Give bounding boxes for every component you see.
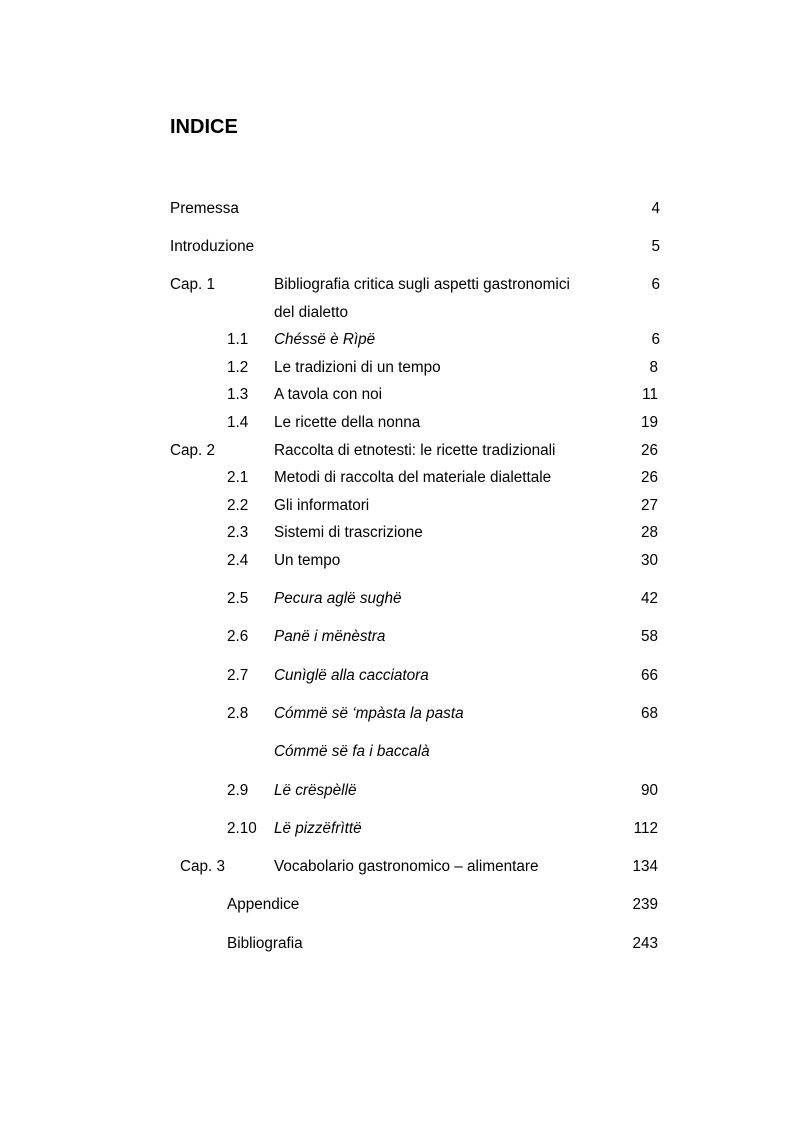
entry-label: Appendice <box>227 896 300 913</box>
entry-title: Vocabolario gastronomico – alimentare <box>274 858 539 875</box>
entry-title: Un tempo <box>274 552 341 569</box>
entry-page: 42 <box>640 590 658 607</box>
entry-page: 27 <box>640 497 658 514</box>
entry-label: Cap. 1 <box>170 276 216 293</box>
toc-entry-cap3 <box>0 855 794 879</box>
entry-label: Cap. 2 <box>170 442 216 459</box>
toc-entry-introduzione <box>0 235 794 259</box>
toc-entry-2-7 <box>0 664 794 688</box>
entry-page: 4 <box>651 200 660 217</box>
entry-label: Cap. 3 <box>180 858 226 875</box>
toc-entry-cap1-continued <box>0 301 794 325</box>
entry-title: Cómmë së ‘mpàsta la pasta <box>274 705 464 722</box>
toc-entry-2-5 <box>0 587 794 611</box>
entry-number: 2.4 <box>227 552 249 569</box>
entry-page: 239 <box>632 896 658 913</box>
entry-title: Bibliografia critica sugli aspetti gastronomici <box>274 276 570 293</box>
entry-page: 58 <box>640 628 658 645</box>
entry-page: 90 <box>640 782 658 799</box>
toc-entry-cap2 <box>0 439 794 463</box>
entry-page: 30 <box>640 552 658 569</box>
toc-entry-2-9 <box>0 779 794 803</box>
toc-entry-2-8-sub <box>0 740 794 764</box>
toc-entry-2-2 <box>0 494 794 518</box>
entry-number: 2.1 <box>227 469 249 486</box>
entry-number: 1.4 <box>227 414 249 431</box>
entry-title: Cómmë së fa i baccalà <box>274 743 430 760</box>
entry-label: Bibliografia <box>227 935 303 952</box>
entry-title: Le tradizioni di un tempo <box>274 359 441 376</box>
entry-page: 8 <box>649 359 658 376</box>
entry-title: Cunìglë alla cacciatora <box>274 667 429 684</box>
entry-page: 11 <box>642 386 658 403</box>
entry-number: 2.5 <box>227 590 249 607</box>
entry-number: 1.3 <box>227 386 249 403</box>
entry-page: 26 <box>640 469 658 486</box>
entry-page: 6 <box>651 331 660 348</box>
toc-entry-1-3 <box>0 383 794 407</box>
toc-entry-1-4 <box>0 411 794 435</box>
entry-label: Premessa <box>170 200 239 217</box>
entry-title: Chéssë è Rìpë <box>274 331 376 348</box>
entry-title: Le ricette della nonna <box>274 414 421 431</box>
entry-page: 19 <box>640 414 658 431</box>
entry-title-continued: del dialetto <box>274 304 348 321</box>
entry-page: 26 <box>640 442 658 459</box>
entry-title: A tavola con noi <box>274 386 383 403</box>
entry-number: 2.7 <box>227 667 249 684</box>
entry-page: 112 <box>633 820 658 837</box>
page-title: INDICE <box>170 116 238 138</box>
entry-title: Raccolta di etnotesti: le ricette tradizionali <box>274 442 556 459</box>
toc-entry-2-8 <box>0 702 794 726</box>
entry-page: 5 <box>651 238 660 255</box>
entry-number: 2.2 <box>227 497 249 514</box>
entry-label: Introduzione <box>170 238 255 255</box>
toc-entry-2-6 <box>0 625 794 649</box>
entry-title: Lë crëspèllë <box>274 782 357 799</box>
entry-title: Pecura aglë sughë <box>274 590 402 607</box>
toc-entry-bibliografia <box>0 932 794 956</box>
toc-entry-2-4 <box>0 549 794 573</box>
entry-number: 2.9 <box>227 782 249 799</box>
toc-entry-appendice <box>0 893 794 917</box>
entry-page: 28 <box>640 524 658 541</box>
toc-entry-2-3 <box>0 521 794 545</box>
toc-entry-premessa <box>0 197 794 221</box>
entry-number: 1.1 <box>227 331 249 348</box>
entry-page: 243 <box>632 935 658 952</box>
toc-entry-1-2 <box>0 356 794 380</box>
entry-page: 66 <box>640 667 658 684</box>
entry-title: Sistemi di trascrizione <box>274 524 423 541</box>
entry-number: 1.2 <box>227 359 249 376</box>
entry-number: 2.8 <box>227 705 249 722</box>
entry-number: 2.3 <box>227 524 249 541</box>
entry-title: Lë pizzëfrìttë <box>274 820 362 837</box>
entry-page: 134 <box>632 858 658 875</box>
entry-title: Metodi di raccolta del materiale dialettale <box>274 469 552 486</box>
toc-entry-cap1 <box>0 273 794 297</box>
toc-entry-2-10 <box>0 817 794 841</box>
toc-entry-2-1 <box>0 466 794 490</box>
entry-number: 2.10 <box>227 820 257 837</box>
entry-title: Gli informatori <box>274 497 370 514</box>
entry-page: 6 <box>651 276 660 293</box>
entry-title: Panë i mënèstra <box>274 628 386 645</box>
entry-number: 2.6 <box>227 628 249 645</box>
entry-page: 68 <box>640 705 658 722</box>
toc-entry-1-1 <box>0 328 794 352</box>
